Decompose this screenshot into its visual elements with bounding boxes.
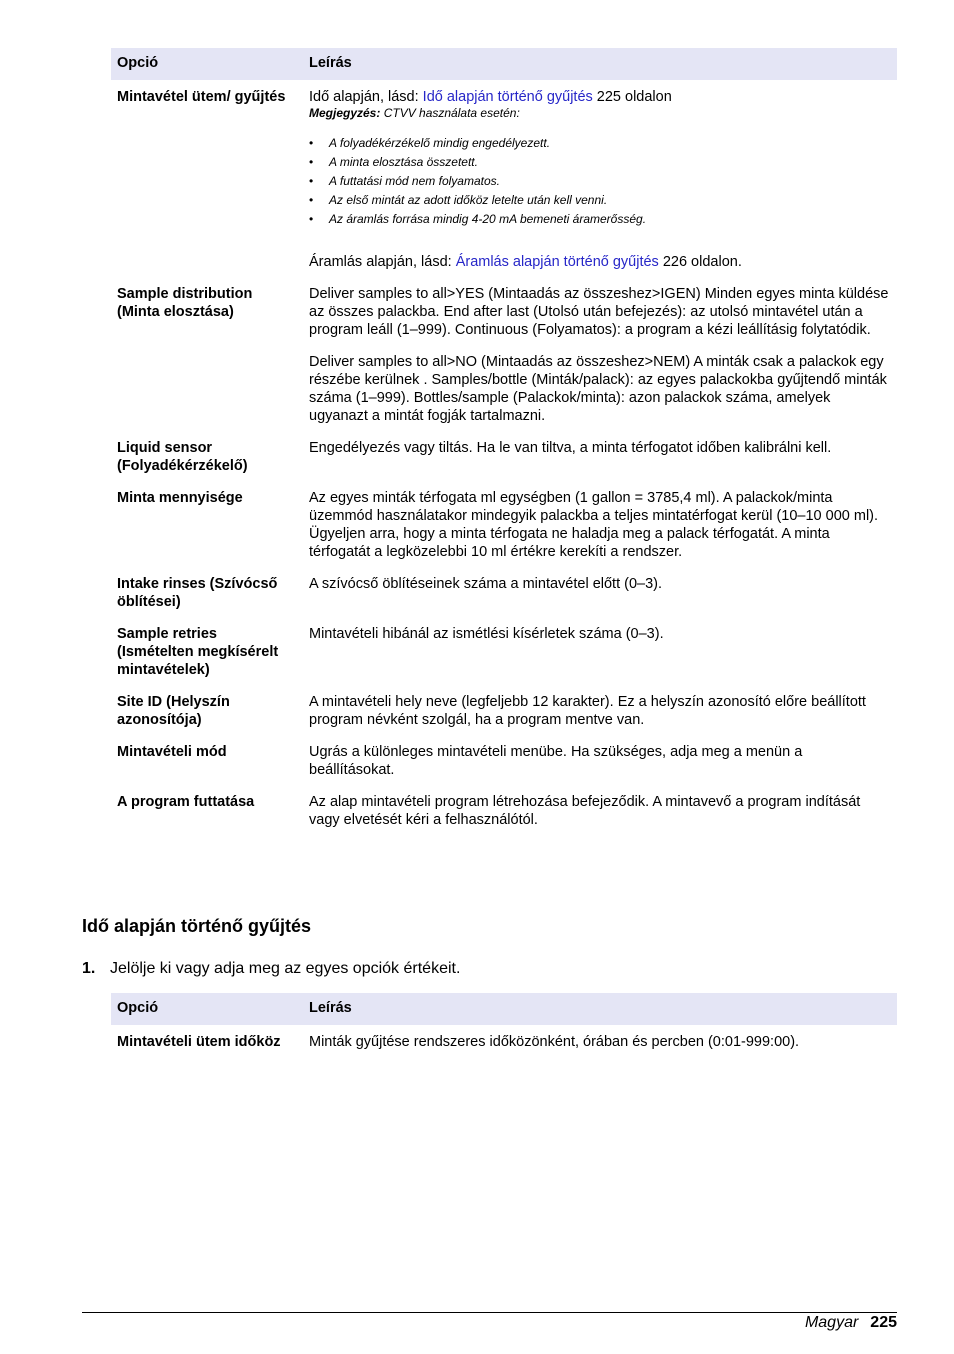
footer-divider — [82, 1312, 897, 1313]
options-table — [111, 48, 897, 835]
page-number: 225 — [870, 1314, 897, 1331]
header-option: Opció — [111, 993, 303, 1025]
table-row — [111, 685, 897, 735]
time-based-link[interactable]: Idő alapján történő gyűjtés — [422, 89, 593, 105]
description-cell: Az egyes minták térfogata ml egységben (1 gallon = 3785,4 ml). A palackok/minta üzemmód használatakor mindegyik palackba a teljes mintatérfogat kerül (10–10 000 ml). Ügyeljen arra, hogy a minta térfogata ne haladja meg a palack térfogatát. A minta térfogatát a legközelebbi 10 ml értékre kerekíti a rendszer. — [309, 490, 879, 560]
page-footer — [805, 1314, 897, 1332]
list-item: • Az első mintát az adott időköz letelte után kell venni. — [309, 193, 608, 207]
table-row — [111, 80, 897, 277]
option-cell: Liquid sensor (Folyadékérzékelő) — [117, 440, 248, 474]
header-description: Leírás — [303, 993, 897, 1025]
time-based-line — [309, 88, 891, 106]
table-row — [111, 277, 897, 431]
option-cell: Sample retries (Ismételten megkísérelt mintavételek) — [117, 626, 279, 678]
description-cell: A szívócső öblítéseinek száma a mintavétel előtt (0–3). — [309, 576, 663, 592]
option-cell: A program futtatása — [117, 794, 255, 810]
footer-language: Magyar — [804, 1314, 859, 1331]
description-cell: Minták gyűjtése rendszeres időközönként, órában és percben (0:01-999:00). — [309, 1034, 800, 1050]
step-1 — [82, 960, 460, 978]
description-cell: A mintavételi hely neve (legfeljebb 12 karakter). Ez a helyszín azonosító előre beállított program névként szolgál, ha a program mentve van. — [309, 694, 866, 728]
text: Áramlás alapján, lásd: — [309, 254, 456, 270]
table-header-row — [111, 993, 897, 1025]
description-cell — [303, 277, 897, 431]
option-cell: Minta mennyisége — [117, 490, 243, 506]
option-cell: Intake rinses (Szívócső öblítései) — [117, 576, 278, 610]
header-option: Opció — [111, 48, 303, 80]
list-item: • Az áramlás forrása mindig 4-20 mA bemeneti áramerősség. — [309, 212, 647, 226]
option-cell: Sample distribution (Minta elosztása) — [117, 286, 253, 320]
flow-based-line — [309, 253, 891, 271]
option-cell: Mintavétel ütem/ gyűjtés — [117, 89, 286, 105]
text: 226 oldalon. — [658, 254, 742, 270]
option-cell: Mintavételi mód — [117, 744, 227, 760]
description-cell — [303, 80, 897, 277]
list-item: • A minta elosztása összetett. — [309, 155, 478, 169]
section-title: Idő alapján történő gyűjtés — [82, 916, 312, 936]
table-row — [111, 735, 897, 785]
list-item: • A folyadékérzékelő mindig engedélyezett. — [309, 136, 551, 150]
text: Idő alapján, lásd: — [309, 89, 423, 105]
time-interval-table — [111, 993, 897, 1057]
note-text: CTVV használata esetén: — [380, 106, 520, 120]
list-item: • A futtatási mód nem folyamatos. — [309, 174, 500, 188]
description-cell: Az alap mintavételi program létrehozása befejeződik. A mintavevő a program indítását vagy elvetését kéri a felhasználótól. — [309, 794, 861, 828]
paragraph: Deliver samples to all>NO (Mintaadás az összeshez>NEM) A minták csak a palackok egy részébe kerülnek . Samples/bottle (Minták/palack): az egyes palackokba gyűjtendő minták száma (1–999). Bottles/sample (Palackok/minta): azon palackok száma, amelyek ugyanazt a mintát fogják tartalmazni. — [309, 354, 887, 424]
step-number: 1. — [82, 960, 96, 977]
description-cell: Mintavételi hibánál az ismétlési kísérletek száma (0–3). — [309, 626, 664, 642]
table-row — [111, 567, 897, 617]
table-row — [111, 481, 897, 567]
description-cell: Ugrás a különleges mintavételi menübe. Ha szükséges, adja meg a menün a beállításokat. — [309, 744, 803, 778]
option-cell: Site ID (Helyszín azonosítója) — [117, 694, 230, 728]
table-row — [111, 431, 897, 481]
note-label: Megjegyzés: — [309, 106, 381, 120]
table-header-row — [111, 48, 897, 80]
note — [309, 106, 891, 121]
table-row — [111, 785, 897, 835]
header-description: Leírás — [303, 48, 897, 80]
note-bullet-list — [309, 136, 891, 227]
flow-based-link[interactable]: Áramlás alapján történő gyűjtés — [455, 254, 659, 270]
paragraph: Deliver samples to all>YES (Mintaadás az összeshez>IGEN) Minden egyes minta küldése az összes palackba. End after last (Utolsó után befejezés): az utolsó mintavétel után a program leáll (1–999). Continuous (Folyamatos): a program a kézi leállításig folytatódik. — [309, 286, 889, 338]
text: 225 oldalon — [592, 89, 672, 105]
table-row — [111, 1025, 897, 1057]
option-cell: Mintavételi ütem időköz — [117, 1034, 281, 1050]
table-row — [111, 617, 897, 685]
description-cell: Engedélyezés vagy tiltás. Ha le van tiltva, a minta térfogatot időben kalibrálni kell. — [309, 440, 832, 456]
step-text: Jelölje ki vagy adja meg az egyes opciók értékeit. — [110, 960, 461, 977]
